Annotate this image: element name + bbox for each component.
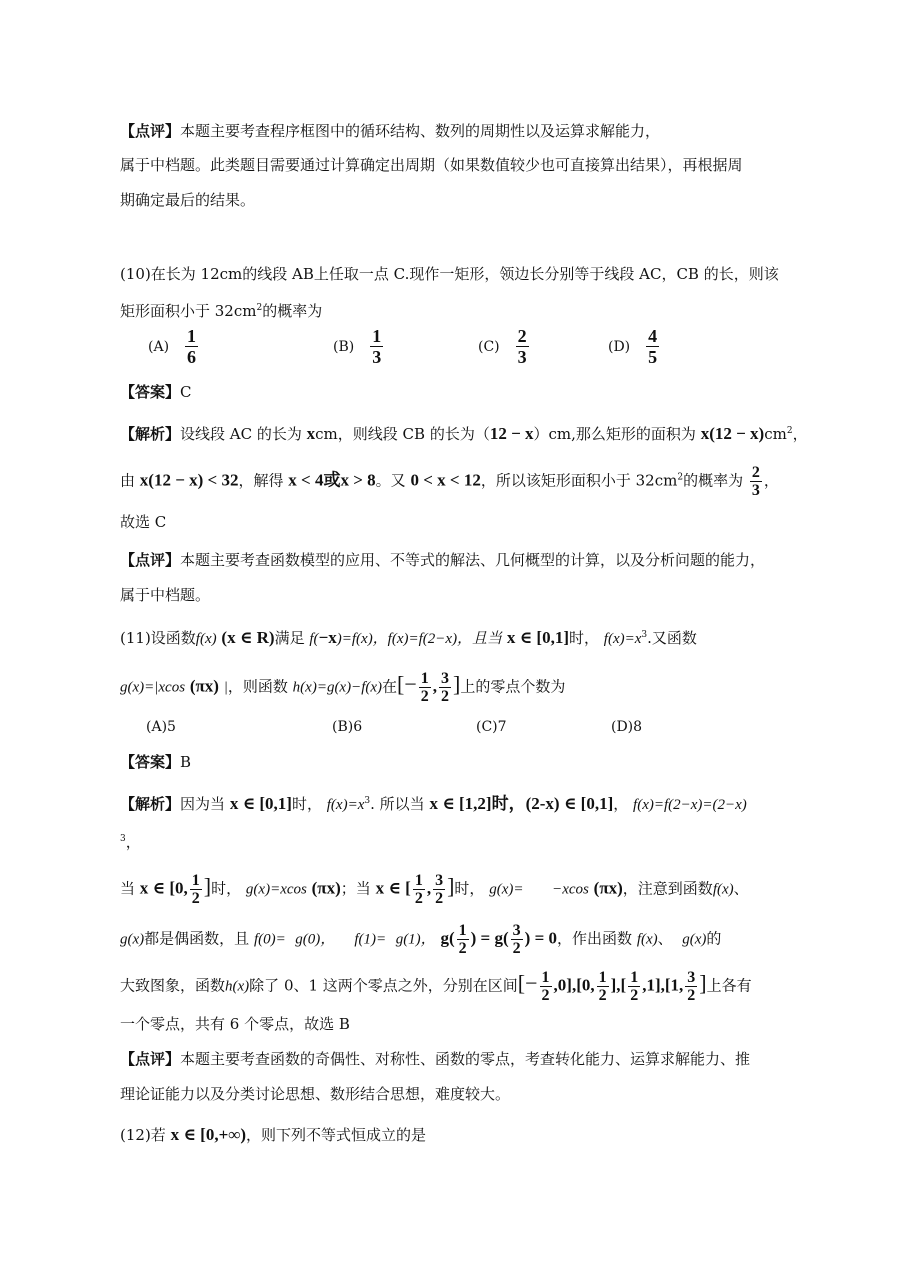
superscript: 3	[120, 834, 126, 844]
function: )=f(x)，f(x)=f(2−x)，且当	[336, 631, 503, 647]
option-b: (B)6	[332, 719, 363, 735]
math: [−	[397, 671, 417, 697]
q11-stem	[120, 670, 565, 705]
math: −x	[318, 628, 337, 647]
text: 上各有	[706, 976, 752, 995]
text: 都是偶函数，且	[144, 929, 250, 948]
function: g(0)，	[295, 931, 336, 948]
denominator: 2	[630, 987, 639, 1004]
fraction	[457, 922, 469, 957]
comment-label: 【点评】	[120, 122, 181, 140]
fraction	[516, 326, 529, 367]
text: cm，则线段 CB 的长为（	[315, 425, 490, 443]
text: 大致图象，函数	[120, 976, 226, 995]
comment-text: 属于中档题。此类题目需要通过计算确定出周期（如果数值较少也可直接算出结果），再根据周	[120, 156, 743, 174]
q10-stem	[120, 297, 322, 322]
text: 因为当	[180, 795, 226, 813]
math: (πx)	[311, 878, 341, 898]
function: |	[223, 679, 228, 696]
function: g(x)=	[489, 881, 524, 898]
math: ,	[432, 676, 438, 696]
text: ，则下列不等式恒成立的是	[246, 1126, 427, 1144]
fraction	[685, 969, 697, 1004]
comment-text: 期确定最后的结果。	[120, 191, 256, 209]
q11-options	[332, 716, 362, 738]
option-a: (A)5	[146, 719, 176, 735]
denominator: 2	[414, 890, 423, 907]
superscript: 3	[364, 796, 371, 806]
numerator: 1	[420, 670, 429, 687]
q11-analysis-line	[120, 872, 749, 907]
comment-label: 【点评】	[120, 551, 181, 569]
math: x ∈ [	[375, 878, 411, 898]
denominator: 2	[512, 940, 521, 957]
q11-answer	[120, 751, 191, 773]
superscript: 2	[677, 472, 684, 483]
fraction	[190, 872, 202, 907]
denominator: 5	[648, 347, 658, 367]
comment-label: 【点评】	[120, 1050, 181, 1068]
q10-analysis-line	[120, 511, 166, 533]
q10-stem-text: 矩形面积小于 32cm	[120, 302, 257, 320]
text: ，解得	[238, 471, 284, 490]
q11-analysis-line	[120, 969, 752, 1004]
superscript: 3	[641, 630, 648, 640]
numerator: 1	[414, 872, 423, 889]
math: ,1],[1,	[642, 975, 684, 995]
numerator: 1	[372, 326, 382, 346]
numerator: 3	[441, 670, 450, 687]
numerator: 1	[187, 326, 197, 346]
text: 由	[120, 471, 136, 490]
denominator: 2	[441, 688, 450, 705]
fraction	[628, 969, 640, 1004]
function: −xcos	[552, 881, 589, 898]
denominator: 2	[420, 688, 429, 705]
fraction	[750, 464, 762, 499]
analysis-label: 【解析】	[120, 795, 181, 813]
fraction	[540, 969, 552, 1004]
comment-text: 本题主要考查程序框图中的循环结构、数列的周期性以及运算求解能力，	[180, 122, 661, 140]
math: ]	[203, 873, 212, 899]
math: ]	[453, 671, 461, 697]
math: x ∈ [0,	[139, 878, 188, 898]
comment-line	[120, 120, 660, 142]
denominator: 2	[435, 890, 444, 907]
text: 设线段 AC 的长为	[180, 425, 302, 443]
math: ],[	[610, 975, 627, 995]
text: 当	[120, 879, 136, 898]
answer-value: B	[180, 753, 192, 771]
text: 的概率为	[683, 471, 744, 490]
function: f(	[309, 631, 319, 647]
q12-stem	[120, 1124, 426, 1146]
superscript: 2	[256, 303, 263, 313]
numerator: 1	[598, 969, 607, 986]
text: ，所以该矩形面积小于 32cm	[480, 471, 678, 490]
math: g(	[440, 928, 455, 948]
comment-line	[120, 154, 743, 176]
math: 0 < x < 12	[410, 470, 481, 490]
comment-text: 属于中档题。	[120, 586, 211, 604]
denominator: 3	[372, 347, 382, 367]
q11-stem	[120, 624, 697, 650]
function: f(x)	[195, 631, 217, 647]
text: 时，	[291, 795, 322, 813]
q10-option-d	[608, 326, 661, 367]
text: ，则函数	[227, 677, 288, 696]
math: [−	[517, 970, 538, 996]
q11-analysis-line	[120, 828, 141, 853]
q10-stem	[120, 263, 779, 285]
function: f(x)	[636, 931, 658, 948]
fraction	[433, 872, 445, 907]
option-label: (A)	[148, 338, 170, 355]
denominator: 6	[187, 347, 197, 367]
text: 、	[733, 879, 749, 898]
denominator: 2	[687, 987, 696, 1004]
q10-analysis-line	[120, 420, 808, 445]
answer-label: 【答案】	[120, 383, 181, 401]
answer-value: C	[180, 383, 192, 401]
option-label: (D)	[608, 338, 631, 355]
q10-option-c	[478, 326, 531, 367]
function: f(x)=x	[603, 631, 642, 647]
text: 时，	[454, 879, 485, 898]
option-label: (B)	[333, 338, 355, 355]
text: 除了 0、1 这两个零点之外，分别在区间	[249, 976, 518, 995]
fraction	[646, 326, 659, 367]
function: h(x)	[225, 978, 250, 995]
denominator: 2	[598, 987, 607, 1004]
text: 的	[706, 929, 722, 948]
math: ) = g(	[470, 928, 509, 948]
numerator: 1	[191, 872, 200, 889]
numerator: 1	[458, 922, 467, 939]
function: h(x)=g(x)−f(x)	[292, 679, 383, 696]
function: f(x)=f(2−x)=(2−x)	[633, 797, 747, 813]
text: (11)设函数	[120, 629, 196, 647]
comment-text: 本题主要考查函数模型的应用、不等式的解法、几何概型的计算，以及分析问题的能力，	[180, 551, 766, 569]
fraction	[511, 922, 523, 957]
math: x(12 − x) < 32	[139, 470, 239, 490]
math: 12 − x	[489, 424, 534, 443]
text: cm	[764, 425, 787, 443]
q10-comment	[120, 584, 210, 606]
answer-label: 【答案】	[120, 753, 181, 771]
math: x(12 − x)	[700, 424, 765, 443]
fraction	[370, 326, 383, 367]
denominator: 2	[458, 940, 467, 957]
text: 时，	[211, 879, 242, 898]
math: ,0],[0,	[553, 975, 595, 995]
q10-analysis-line	[120, 464, 779, 499]
math: ]	[447, 873, 455, 899]
q11-comment	[120, 1048, 750, 1070]
text: ，	[613, 795, 629, 813]
text: 满足	[274, 629, 305, 647]
math: (πx)	[189, 676, 219, 696]
text: ）cm,那么矩形的面积为	[533, 425, 696, 443]
math: ,	[426, 878, 432, 898]
q10-comment	[120, 549, 765, 571]
text: ，注意到函数	[622, 879, 713, 898]
math: x < 4或x > 8	[288, 470, 376, 490]
math: ]	[699, 970, 707, 996]
function: g(x)=|xcos	[120, 679, 186, 696]
q11-options	[611, 716, 642, 738]
function: g(x)=xcos	[245, 881, 307, 898]
function: g(x)	[120, 931, 145, 948]
math: x ∈ [0,1]	[229, 794, 292, 813]
math: ) = 0	[524, 928, 558, 948]
numerator: 3	[687, 969, 696, 986]
text: ，	[125, 833, 141, 851]
math: x	[306, 424, 316, 443]
numerator: 1	[630, 969, 639, 986]
text: 时，	[569, 629, 600, 647]
q11-analysis-line	[120, 922, 721, 957]
text: (12)若	[120, 1126, 166, 1144]
function: g(x)	[682, 931, 707, 948]
option-d: (D)8	[611, 719, 643, 735]
fraction	[419, 670, 431, 705]
text: . 所以当	[370, 795, 425, 813]
option-c: (C)7	[476, 719, 507, 735]
denominator: 2	[191, 890, 200, 907]
comment-text: 本题主要考查函数的奇偶性、对称性、函数的零点，考查转化能力、运算求解能力、推	[180, 1050, 751, 1068]
numerator: 3	[512, 922, 521, 939]
text: 一个零点，共有 6 个零点，故选 B	[120, 1015, 350, 1033]
math: (πx)	[593, 878, 623, 898]
option-label: (C)	[478, 338, 500, 355]
function: f(x)	[712, 881, 734, 898]
function: f(1)=	[354, 931, 387, 948]
q11-analysis-line	[120, 1013, 350, 1035]
numerator: 1	[541, 969, 550, 986]
text: ；当	[340, 879, 371, 898]
denominator: 2	[541, 987, 550, 1004]
math: x ∈ [0,+∞)	[170, 1125, 247, 1144]
numerator: 3	[435, 872, 444, 889]
comment-text: 理论证能力以及分类讨论思想、数形结合思想，难度较大。	[120, 1085, 511, 1103]
analysis-label: 【解析】	[120, 425, 181, 443]
text: ，	[763, 471, 779, 490]
text: .又函数	[647, 629, 697, 647]
numerator: 2	[751, 464, 760, 481]
denominator: 3	[751, 482, 760, 499]
q11-comment	[120, 1083, 510, 1105]
superscript: 2	[786, 426, 793, 436]
q11-options	[476, 716, 507, 738]
function: g(1)，	[395, 931, 436, 948]
q10-option-b	[333, 326, 385, 367]
math: x ∈ [0,1]	[506, 628, 569, 647]
math: x ∈ [1,2]时，(2-x) ∈ [0,1]	[429, 794, 614, 813]
denominator: 3	[517, 347, 527, 367]
function: f(0)=	[253, 931, 286, 948]
fraction	[413, 872, 425, 907]
fraction	[439, 670, 451, 705]
text: 在	[382, 677, 398, 696]
text: ，	[792, 425, 808, 443]
text: 。又	[375, 471, 406, 490]
q10-option-a	[148, 326, 200, 367]
text: ，作出函数	[557, 929, 633, 948]
text: 故选 C	[120, 513, 167, 531]
comment-line	[120, 189, 255, 211]
text: 、	[657, 929, 673, 948]
numerator: 2	[517, 326, 527, 346]
q10-stem-text: (10)在长为 12cm的线段 AB上任取一点 C.现作一矩形，领边长分别等于线段 AC，CB 的长，则该	[120, 265, 779, 283]
q11-options	[146, 716, 176, 738]
text: 上的零点个数为	[460, 677, 566, 696]
math: (x ∈ R)	[221, 628, 275, 647]
q11-analysis-line	[120, 790, 747, 816]
function: f(x)=x	[326, 797, 365, 813]
fraction	[597, 969, 609, 1004]
numerator: 4	[648, 326, 658, 346]
fraction	[185, 326, 198, 367]
q10-answer	[120, 381, 192, 403]
q10-stem-text: 的概率为	[262, 302, 323, 320]
